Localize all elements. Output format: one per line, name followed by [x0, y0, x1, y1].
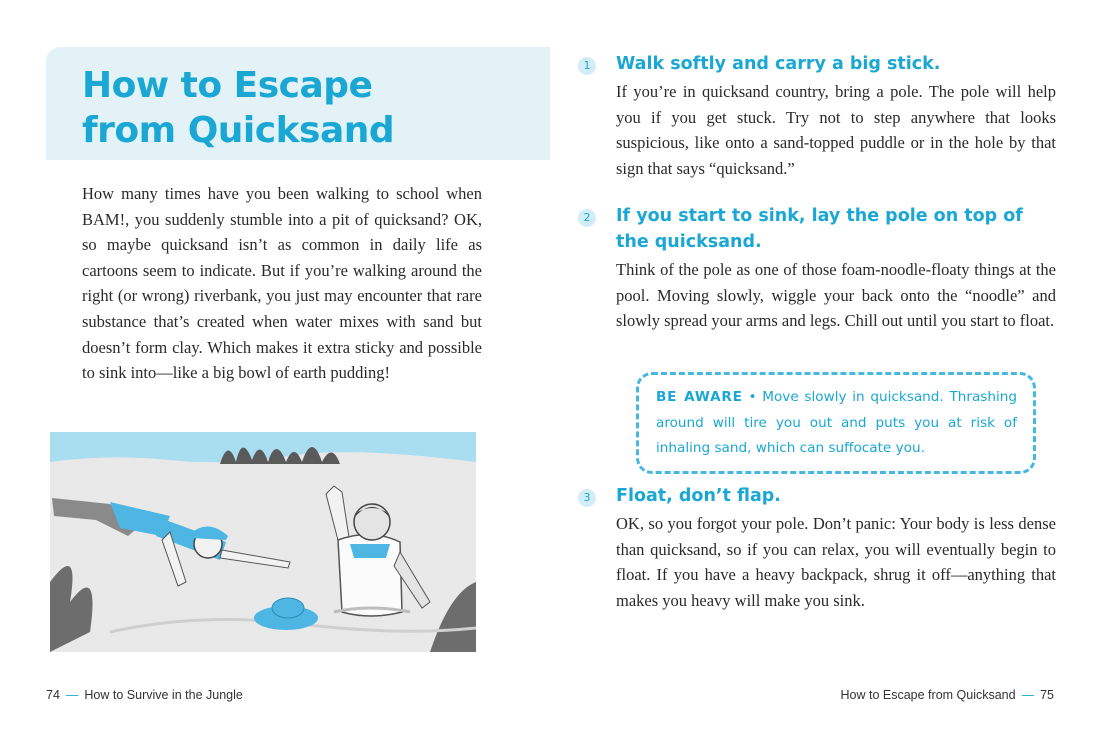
folio-left — [46, 688, 243, 702]
step-title: If you start to sink, lay the pole on top of the quicksand. — [616, 206, 1023, 252]
quicksand-illustration — [50, 432, 476, 652]
step-number-badge: 1 — [578, 57, 596, 75]
step-body: OK, so you forgot your pole. Don’t panic: Your body is less dense than quicksand, so if you can relax, you will eventually begin to float. If you have a heavy backpack, shrug it off—anything that makes you heavy will make you sink. — [616, 514, 1056, 610]
be-aware-text: Move slowly in quicksand. Thrashing around will tire you out and puts you at risk of inhaling sand, which can suffocate you. — [656, 389, 1017, 456]
be-aware-callout — [636, 372, 1036, 474]
folio-dash: — — [65, 688, 79, 702]
page-number-right: 75 — [1040, 688, 1054, 702]
step-title: Walk softly and carry a big stick. — [616, 54, 941, 74]
step-body: If you’re in quicksand country, bring a pole. The pole will help you if you get stuck. Try not to step anywhere that looks suspicious, like onto a sand-topped puddle or in the hole by that sign that says “quicksand.” — [616, 82, 1056, 178]
running-head-right: How to Escape from Quicksand — [840, 688, 1016, 702]
step-2 — [583, 203, 1056, 334]
folio-right — [841, 688, 1054, 702]
step-title: Float, don’t flap. — [616, 486, 781, 506]
be-aware-label: BE AWARE — [656, 389, 743, 405]
folio-dash: — — [1021, 688, 1035, 702]
step-1 — [583, 51, 1056, 181]
page-number-left: 74 — [46, 688, 60, 702]
page-title — [82, 63, 394, 153]
title-band — [46, 47, 550, 160]
step-number-badge: 2 — [578, 209, 596, 227]
step-3 — [583, 483, 1056, 613]
right-page — [550, 0, 1100, 733]
be-aware-separator: • — [748, 389, 757, 405]
step-number-badge: 3 — [578, 489, 596, 507]
page-title-line-2: from Quicksand — [82, 110, 395, 151]
intro-paragraph: How many times have you been walking to school when BAM!, you suddenly stumble into a pit of quicksand? OK, so maybe quicksand isn’t as common in daily life as cartoons seem to indicate. But if you’re walking around the right (or wrong) riverbank, you just may encounter that rare substance that’s created when water mixes with sand but doesn’t form clay. Which makes it extra sticky and possible to sink into—like a big bowl of earth pudding! — [82, 184, 482, 383]
page-title-line-1: How to Escape — [82, 65, 373, 106]
step-body: Think of the pole as one of those foam-noodle-floaty things at the pool. Moving slowly, wiggle your back onto the “noodle” and slowly spread your arms and legs. Chill out until you start to float. — [616, 260, 1056, 331]
running-head-left: How to Survive in the Jungle — [84, 688, 243, 702]
